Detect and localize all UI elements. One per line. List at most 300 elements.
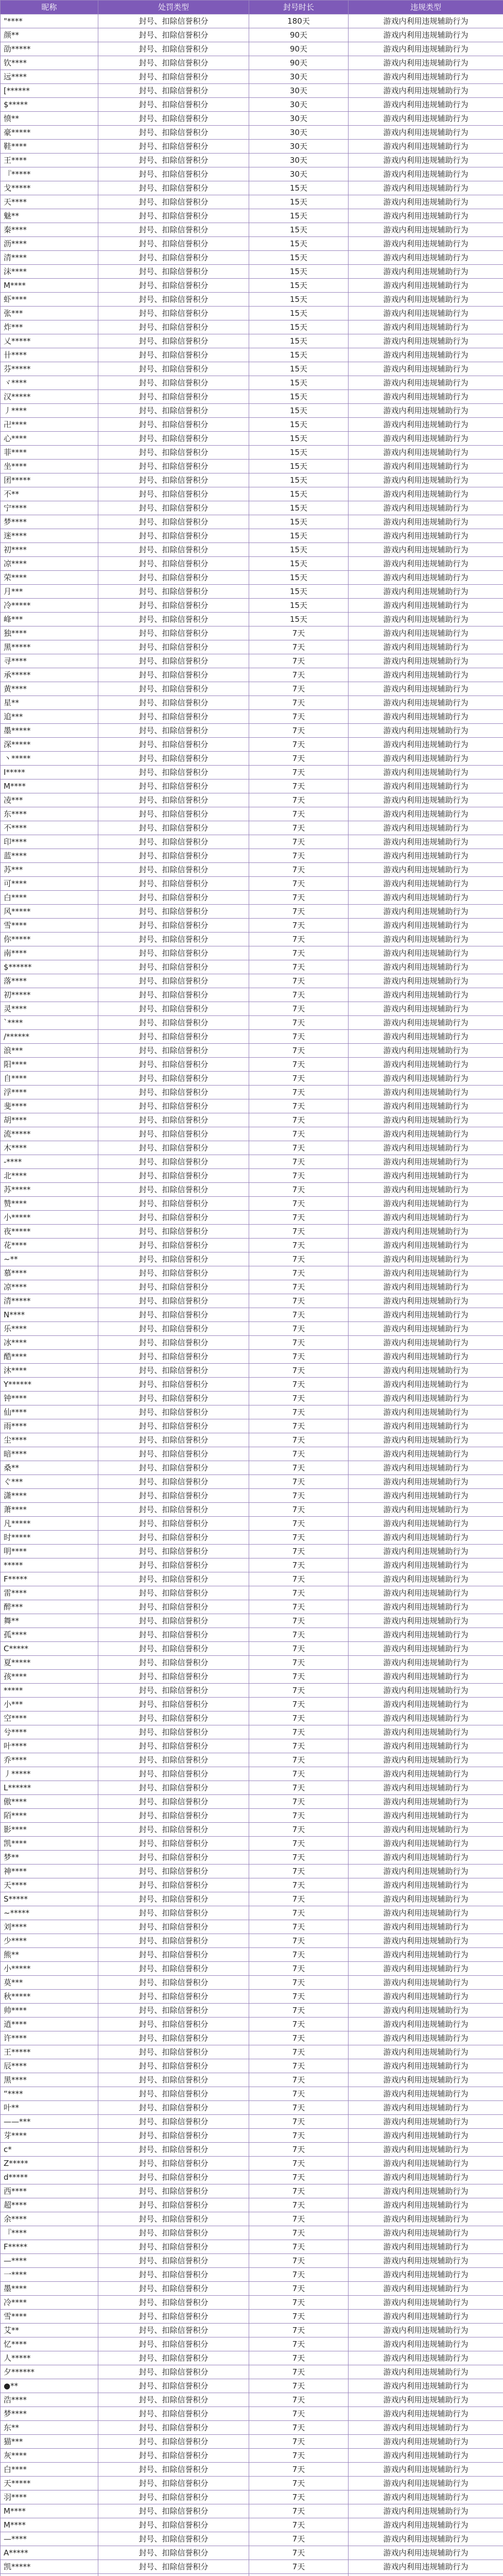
- table-row: [1, 112, 503, 126]
- cell-ban-duration: 7天: [249, 2477, 349, 2490]
- table-row: [1, 307, 503, 320]
- cell-ban-duration: 15天: [249, 348, 349, 362]
- cell-nickname: F*****: [1, 1572, 98, 1586]
- cell-penalty-type: 封号、扣除信誉积分: [98, 501, 249, 515]
- cell-penalty-type: 封号、扣除信誉积分: [98, 1906, 249, 1920]
- cell-violation-type: 游戏内利用违规辅助行为: [349, 154, 503, 167]
- cell-nickname: 乐****: [1, 1322, 98, 1336]
- table-row: [1, 571, 503, 585]
- cell-violation-type: 游戏内利用违规辅助行为: [349, 2254, 503, 2268]
- cell-penalty-type: 封号、扣除信誉积分: [98, 2490, 249, 2504]
- table-row: [1, 84, 503, 98]
- cell-penalty-type: 封号、扣除信誉积分: [98, 2449, 249, 2463]
- cell-nickname: 木****: [1, 1141, 98, 1155]
- cell-penalty-type: 封号、扣除信誉积分: [98, 98, 249, 112]
- cell-ban-duration: 7天: [249, 1433, 349, 1447]
- cell-penalty-type: 封号、扣除信誉积分: [98, 2240, 249, 2254]
- table-row: [1, 849, 503, 863]
- cell-penalty-type: 封号、扣除信誉积分: [98, 1865, 249, 1878]
- cell-penalty-type: 封号、扣除信誉积分: [98, 1698, 249, 1711]
- table-row: [1, 515, 503, 529]
- cell-nickname: 墨*****: [1, 724, 98, 738]
- cell-ban-duration: 7天: [249, 2101, 349, 2115]
- cell-ban-duration: 15天: [249, 195, 349, 209]
- cell-nickname: 芽****: [1, 2129, 98, 2143]
- cell-violation-type: 游戏内利用违规辅助行为: [349, 1086, 503, 1099]
- cell-nickname: 胡****: [1, 1113, 98, 1127]
- cell-nickname: 醉***: [1, 1600, 98, 1614]
- table-row: [1, 2143, 503, 2157]
- table-row: [1, 1851, 503, 1865]
- cell-violation-type: 游戏内利用违规辅助行为: [349, 2045, 503, 2059]
- cell-penalty-type: 封号、扣除信誉积分: [98, 863, 249, 877]
- cell-ban-duration: 15天: [249, 334, 349, 348]
- cell-penalty-type: 封号、扣除信誉积分: [98, 2324, 249, 2337]
- cell-nickname: -****: [1, 1155, 98, 1169]
- cell-penalty-type: 封号、扣除信誉积分: [98, 1795, 249, 1809]
- cell-nickname: 荣****: [1, 571, 98, 585]
- cell-nickname: 月***: [1, 585, 98, 599]
- cell-violation-type: 游戏内利用违规辅助行为: [349, 2449, 503, 2463]
- cell-nickname: 浮****: [1, 1086, 98, 1099]
- cell-ban-duration: 7天: [249, 2031, 349, 2045]
- table-row: [1, 2421, 503, 2435]
- cell-violation-type: 游戏内利用违规辅助行为: [349, 1183, 503, 1197]
- cell-ban-duration: 7天: [249, 2490, 349, 2504]
- table-row: [1, 501, 503, 515]
- table-row: [1, 195, 503, 209]
- table-row: [1, 237, 503, 251]
- cell-ban-duration: 7天: [249, 1767, 349, 1781]
- cell-violation-type: 游戏内利用违规辅助行为: [349, 1127, 503, 1141]
- table-row: [1, 974, 503, 988]
- cell-penalty-type: 封号、扣除信誉积分: [98, 1837, 249, 1851]
- cell-penalty-type: 封号、扣除信誉积分: [98, 279, 249, 293]
- cell-ban-duration: 7天: [249, 1572, 349, 1586]
- table-row: [1, 919, 503, 933]
- cell-penalty-type: 封号、扣除信誉积分: [98, 2407, 249, 2421]
- cell-ban-duration: 30天: [249, 70, 349, 84]
- table-row: [1, 432, 503, 446]
- table-row: [1, 2254, 503, 2268]
- table-row: [1, 1781, 503, 1795]
- cell-ban-duration: 7天: [249, 724, 349, 738]
- table-row: [1, 2435, 503, 2449]
- table-row: [1, 1350, 503, 1364]
- cell-violation-type: 游戏内利用违规辅助行为: [349, 1572, 503, 1586]
- cell-penalty-type: 封号、扣除信誉积分: [98, 1572, 249, 1586]
- cell-ban-duration: 7天: [249, 2546, 349, 2560]
- cell-nickname: 王****: [1, 154, 98, 167]
- cell-violation-type: 游戏内利用违规辅助行为: [349, 1489, 503, 1503]
- cell-penalty-type: 封号、扣除信誉积分: [98, 1753, 249, 1767]
- cell-violation-type: 游戏内利用违规辅助行为: [349, 2337, 503, 2351]
- cell-violation-type: 游戏内利用违规辅助行为: [349, 1280, 503, 1294]
- cell-ban-duration: 15天: [249, 487, 349, 501]
- table-row: [1, 2226, 503, 2240]
- table-row: [1, 2268, 503, 2282]
- cell-penalty-type: 封号、扣除信誉积分: [98, 1392, 249, 1405]
- cell-ban-duration: 7天: [249, 1030, 349, 1044]
- cell-nickname: 墨****: [1, 2282, 98, 2296]
- cell-ban-duration: 7天: [249, 1350, 349, 1364]
- cell-ban-duration: 7天: [249, 2018, 349, 2031]
- cell-nickname: 苏***: [1, 863, 98, 877]
- cell-violation-type: 游戏内利用违规辅助行为: [349, 1531, 503, 1545]
- cell-violation-type: 游戏内利用违规辅助行为: [349, 1016, 503, 1030]
- cell-violation-type: 游戏内利用违规辅助行为: [349, 1684, 503, 1698]
- cell-violation-type: 游戏内利用违规辅助行为: [349, 1225, 503, 1239]
- cell-penalty-type: 封号、扣除信誉积分: [98, 1141, 249, 1155]
- cell-ban-duration: 7天: [249, 1155, 349, 1169]
- cell-nickname: I*****: [1, 766, 98, 779]
- cell-penalty-type: 封号、扣除信誉积分: [98, 320, 249, 334]
- cell-violation-type: 游戏内利用违规辅助行为: [349, 1419, 503, 1433]
- cell-violation-type: 游戏内利用违规辅助行为: [349, 362, 503, 376]
- cell-penalty-type: 封号、扣除信誉积分: [98, 654, 249, 668]
- cell-nickname: 灵****: [1, 1002, 98, 1016]
- table-row: [1, 599, 503, 613]
- cell-violation-type: 游戏内利用违规辅助行为: [349, 1461, 503, 1475]
- cell-nickname: ヾ****: [1, 376, 98, 390]
- cell-ban-duration: 7天: [249, 2184, 349, 2198]
- cell-ban-duration: 90天: [249, 56, 349, 70]
- cell-ban-duration: 7天: [249, 2435, 349, 2449]
- cell-violation-type: 游戏内利用违规辅助行为: [349, 2184, 503, 2198]
- cell-ban-duration: 7天: [249, 1698, 349, 1711]
- cell-nickname: 一****: [1, 2268, 98, 2282]
- cell-nickname: 梦****: [1, 515, 98, 529]
- cell-penalty-type: 封号、扣除信誉积分: [98, 1378, 249, 1392]
- cell-ban-duration: 7天: [249, 2282, 349, 2296]
- cell-penalty-type: 封号、扣除信誉积分: [98, 933, 249, 946]
- cell-nickname: 戈*****: [1, 181, 98, 195]
- cell-nickname: 孩****: [1, 1670, 98, 1684]
- cell-ban-duration: 15天: [249, 293, 349, 307]
- cell-nickname: 兮****: [1, 1725, 98, 1739]
- cell-penalty-type: 封号、扣除信誉积分: [98, 1044, 249, 1058]
- cell-nickname: 虾****: [1, 293, 98, 307]
- table-row: [1, 1322, 503, 1336]
- cell-nickname: 峰***: [1, 613, 98, 626]
- cell-penalty-type: 封号、扣除信誉积分: [98, 418, 249, 432]
- table-row: [1, 2407, 503, 2421]
- cell-penalty-type: 封号、扣除信誉积分: [98, 362, 249, 376]
- cell-violation-type: 游戏内利用违规辅助行为: [349, 1906, 503, 1920]
- cell-penalty-type: 封号、扣除信誉积分: [98, 946, 249, 960]
- cell-ban-duration: 7天: [249, 1197, 349, 1211]
- table-row: [1, 2324, 503, 2337]
- cell-violation-type: 游戏内利用违规辅助行为: [349, 2059, 503, 2073]
- cell-nickname: —****: [1, 2532, 98, 2546]
- cell-ban-duration: 7天: [249, 2157, 349, 2171]
- cell-nickname: 秋*****: [1, 1990, 98, 2004]
- cell-violation-type: 游戏内利用违规辅助行为: [349, 1739, 503, 1753]
- cell-nickname: 雪****: [1, 2310, 98, 2324]
- table-row: [1, 1155, 503, 1169]
- cell-nickname: 钟****: [1, 1392, 98, 1405]
- cell-violation-type: 游戏内利用违规辅助行为: [349, 2463, 503, 2477]
- cell-ban-duration: 30天: [249, 154, 349, 167]
- cell-nickname: 炸***: [1, 320, 98, 334]
- table-row: [1, 1072, 503, 1086]
- cell-violation-type: 游戏内利用违规辅助行为: [349, 112, 503, 126]
- cell-ban-duration: 7天: [249, 1545, 349, 1558]
- table-row: [1, 863, 503, 877]
- cell-nickname: 星**: [1, 696, 98, 710]
- cell-ban-duration: 7天: [249, 696, 349, 710]
- cell-penalty-type: 封号、扣除信誉积分: [98, 1823, 249, 1837]
- table-row: [1, 1558, 503, 1572]
- cell-nickname: `****: [1, 1016, 98, 1030]
- cell-violation-type: 游戏内利用违规辅助行为: [349, 2282, 503, 2296]
- cell-ban-duration: 7天: [249, 863, 349, 877]
- cell-ban-duration: 15天: [249, 473, 349, 487]
- cell-penalty-type: 封号、扣除信誉积分: [98, 112, 249, 126]
- cell-violation-type: 游戏内利用违规辅助行为: [349, 404, 503, 418]
- cell-violation-type: 游戏内利用违规辅助行为: [349, 1211, 503, 1225]
- cell-ban-duration: 7天: [249, 1058, 349, 1072]
- cell-violation-type: 游戏内利用违规辅助行为: [349, 1767, 503, 1781]
- cell-ban-duration: 7天: [249, 2407, 349, 2421]
- cell-violation-type: 游戏内利用违规辅助行为: [349, 1865, 503, 1878]
- table-row: [1, 1169, 503, 1183]
- cell-nickname: 颜**: [1, 28, 98, 42]
- cell-penalty-type: 封号、扣除信誉积分: [98, 585, 249, 599]
- cell-ban-duration: 7天: [249, 1753, 349, 1767]
- cell-penalty-type: 封号、扣除信誉积分: [98, 1878, 249, 1892]
- cell-violation-type: 游戏内利用违规辅助行为: [349, 613, 503, 626]
- header-nickname: 昵称: [1, 1, 98, 14]
- cell-violation-type: 游戏内利用违规辅助行为: [349, 1823, 503, 1837]
- cell-violation-type: 游戏内利用违规辅助行为: [349, 181, 503, 195]
- table-row: [1, 738, 503, 752]
- cell-nickname: 团*****: [1, 473, 98, 487]
- cell-violation-type: 游戏内利用违规辅助行为: [349, 710, 503, 724]
- table-row: [1, 1239, 503, 1252]
- cell-ban-duration: 7天: [249, 2532, 349, 2546]
- table-row: [1, 946, 503, 960]
- cell-ban-duration: 7天: [249, 2296, 349, 2310]
- cell-violation-type: 游戏内利用违规辅助行为: [349, 1002, 503, 1016]
- cell-violation-type: 游戏内利用违规辅助行为: [349, 126, 503, 140]
- cell-nickname: 刘****: [1, 1920, 98, 1934]
- cell-penalty-type: 封号、扣除信誉积分: [98, 2463, 249, 2477]
- cell-penalty-type: 封号、扣除信誉积分: [98, 1099, 249, 1113]
- table-row: [1, 2184, 503, 2198]
- cell-penalty-type: 封号、扣除信誉积分: [98, 1628, 249, 1642]
- table-row: [1, 613, 503, 626]
- cell-nickname: $*****: [1, 98, 98, 112]
- cell-penalty-type: 封号、扣除信誉积分: [98, 515, 249, 529]
- table-row: [1, 2101, 503, 2115]
- cell-violation-type: 游戏内利用违规辅助行为: [349, 432, 503, 446]
- cell-nickname: M****: [1, 2518, 98, 2532]
- cell-nickname: 魅**: [1, 209, 98, 223]
- cell-ban-duration: 7天: [249, 1976, 349, 1990]
- cell-nickname: [1, 2574, 98, 2576]
- cell-penalty-type: 封号、扣除信誉积分: [98, 56, 249, 70]
- cell-penalty-type: 封号、扣除信誉积分: [98, 1030, 249, 1044]
- cell-violation-type: 游戏内利用违规辅助行为: [349, 473, 503, 487]
- table-row: [1, 779, 503, 793]
- cell-violation-type: 游戏内利用违规辅助行为: [349, 2073, 503, 2087]
- cell-violation-type: 游戏内利用违规辅助行为: [349, 891, 503, 905]
- cell-ban-duration: 15天: [249, 265, 349, 279]
- cell-penalty-type: 封号、扣除信誉积分: [98, 835, 249, 849]
- cell-ban-duration: 7天: [249, 1183, 349, 1197]
- cell-violation-type: 游戏内利用违规辅助行为: [349, 779, 503, 793]
- table-row: [1, 1405, 503, 1419]
- cell-violation-type: 游戏内利用违规辅助行为: [349, 1976, 503, 1990]
- cell-nickname: 『****: [1, 2226, 98, 2240]
- table-row: [1, 1517, 503, 1531]
- cell-penalty-type: 封号、扣除信誉积分: [98, 223, 249, 237]
- cell-violation-type: 游戏内利用违规辅助行为: [349, 1628, 503, 1642]
- cell-nickname: 慕****: [1, 1266, 98, 1280]
- table-row: [1, 2532, 503, 2546]
- cell-nickname: 丿*****: [1, 1767, 98, 1781]
- cell-ban-duration: 7天: [249, 1475, 349, 1489]
- cell-ban-duration: 7天: [249, 1322, 349, 1336]
- cell-nickname: 愤**: [1, 112, 98, 126]
- table-row: [1, 1948, 503, 1962]
- cell-nickname: 小*****: [1, 1211, 98, 1225]
- cell-nickname: 尘****: [1, 1433, 98, 1447]
- cell-penalty-type: 封号、扣除信誉积分: [98, 376, 249, 390]
- cell-ban-duration: 7天: [249, 2504, 349, 2518]
- cell-ban-duration: 15天: [249, 307, 349, 320]
- table-row: [1, 2449, 503, 2463]
- cell-ban-duration: 15天: [249, 362, 349, 376]
- cell-nickname: 雷****: [1, 1586, 98, 1600]
- table-row: [1, 1600, 503, 1614]
- table-row: [1, 2212, 503, 2226]
- cell-ban-duration: 30天: [249, 112, 349, 126]
- cell-ban-duration: 7天: [249, 2045, 349, 2059]
- cell-nickname: 舞**: [1, 1614, 98, 1628]
- cell-ban-duration: 7天: [249, 807, 349, 821]
- cell-ban-duration: 7天: [249, 919, 349, 933]
- cell-ban-duration: 7天: [249, 1809, 349, 1823]
- table-row: [1, 1531, 503, 1545]
- cell-nickname: 张***: [1, 307, 98, 320]
- cell-ban-duration: 15天: [249, 613, 349, 626]
- cell-violation-type: 游戏内利用违规辅助行为: [349, 223, 503, 237]
- cell-penalty-type: 封号、扣除信誉积分: [98, 2379, 249, 2393]
- cell-ban-duration: 7天: [249, 1531, 349, 1545]
- cell-penalty-type: 封号、扣除信誉积分: [98, 1600, 249, 1614]
- cell-penalty-type: 封号、扣除信誉积分: [98, 696, 249, 710]
- table-row: [1, 988, 503, 1002]
- cell-ban-duration: 15天: [249, 223, 349, 237]
- cell-penalty-type: 封号、扣除信誉积分: [98, 1614, 249, 1628]
- table-row: [1, 1433, 503, 1447]
- cell-nickname: M****: [1, 279, 98, 293]
- cell-nickname: 酷****: [1, 1350, 98, 1364]
- cell-penalty-type: 封号、扣除信誉积分: [98, 2031, 249, 2045]
- cell-nickname: 劭*****: [1, 42, 98, 56]
- cell-ban-duration: 7天: [249, 1086, 349, 1099]
- cell-nickname: 印****: [1, 835, 98, 849]
- cell-ban-duration: 7天: [249, 1141, 349, 1155]
- table-row: [1, 404, 503, 418]
- cell-violation-type: 游戏内利用违规辅助行为: [349, 1781, 503, 1795]
- cell-violation-type: 游戏内利用违规辅助行为: [349, 1753, 503, 1767]
- cell-penalty-type: 封号、扣除信誉积分: [98, 84, 249, 98]
- cell-penalty-type: 封号、扣除信誉积分: [98, 849, 249, 863]
- cell-violation-type: 游戏内利用违规辅助行为: [349, 1586, 503, 1600]
- cell-violation-type: 游戏内利用违规辅助行为: [349, 1044, 503, 1058]
- table-row: [1, 1225, 503, 1239]
- cell-violation-type: 游戏内利用违规辅助行为: [349, 2310, 503, 2324]
- cell-violation-type: 游戏内利用违规辅助行为: [349, 84, 503, 98]
- header-ban-duration: 封号时长: [249, 1, 349, 14]
- cell-violation-type: 游戏内利用违规辅助行为: [349, 1920, 503, 1934]
- cell-penalty-type: 封号、扣除信誉积分: [98, 473, 249, 487]
- cell-penalty-type: 封号、扣除信誉积分: [98, 1586, 249, 1600]
- cell-ban-duration: 7天: [249, 1113, 349, 1127]
- cell-ban-duration: 15天: [249, 237, 349, 251]
- cell-violation-type: 游戏内利用违规辅助行为: [349, 307, 503, 320]
- cell-penalty-type: 封号、扣除信誉积分: [98, 1183, 249, 1197]
- table-row: [1, 70, 503, 84]
- table-row: [1, 1308, 503, 1322]
- cell-penalty-type: 封号、扣除信誉积分: [98, 1517, 249, 1531]
- cell-nickname: 夜*****: [1, 1225, 98, 1239]
- table-row: [1, 1127, 503, 1141]
- cell-ban-duration: 7天: [249, 1906, 349, 1920]
- cell-violation-type: 游戏内利用违规辅助行为: [349, 1141, 503, 1155]
- cell-penalty-type: 封号、扣除信誉积分: [98, 1711, 249, 1725]
- cell-penalty-type: 封号、扣除信誉积分: [98, 2421, 249, 2435]
- cell-ban-duration: 7天: [249, 821, 349, 835]
- cell-nickname: M****: [1, 779, 98, 793]
- cell-violation-type: 游戏内利用违规辅助行为: [349, 1892, 503, 1906]
- cell-penalty-type: 封号、扣除信誉积分: [98, 487, 249, 501]
- cell-penalty-type: 封号、扣除信誉积分: [98, 682, 249, 696]
- cell-violation-type: 游戏内利用违规辅助行为: [349, 195, 503, 209]
- cell-nickname: 鞋****: [1, 140, 98, 154]
- cell-penalty-type: 封号、扣除信誉积分: [98, 181, 249, 195]
- cell-nickname: 清*****: [1, 1294, 98, 1308]
- table-row: [1, 1837, 503, 1851]
- cell-violation-type: 游戏内利用违规辅助行为: [349, 2143, 503, 2157]
- cell-penalty-type: 封号、扣除信誉积分: [98, 626, 249, 640]
- cell-nickname: 猫***: [1, 2435, 98, 2449]
- cell-ban-duration: 7天: [249, 2087, 349, 2101]
- cell-ban-duration: 15天: [249, 404, 349, 418]
- cell-nickname: 余****: [1, 2212, 98, 2226]
- cell-ban-duration: 7天: [249, 1878, 349, 1892]
- cell-penalty-type: 封号、扣除信誉积分: [98, 2393, 249, 2407]
- cell-violation-type: 游戏内利用违规辅助行为: [349, 2129, 503, 2143]
- cell-nickname: ぐ***: [1, 1475, 98, 1489]
- cell-ban-duration: 7天: [249, 2226, 349, 2240]
- cell-nickname: 凉****: [1, 557, 98, 571]
- cell-violation-type: 游戏内利用违规辅助行为: [349, 70, 503, 84]
- table-row: [1, 682, 503, 696]
- cell-violation-type: 游戏内利用违规辅助行为: [349, 28, 503, 42]
- cell-ban-duration: 7天: [249, 1266, 349, 1280]
- cell-ban-duration: 7天: [249, 1016, 349, 1030]
- cell-nickname: 潇****: [1, 1489, 98, 1503]
- cell-ban-duration: 7天: [249, 1252, 349, 1266]
- cell-violation-type: 游戏内利用违规辅助行为: [349, 599, 503, 613]
- cell-violation-type: 游戏内利用违规辅助行为: [349, 1239, 503, 1252]
- cell-violation-type: 游戏内利用违规辅助行为: [349, 1336, 503, 1350]
- cell-ban-duration: 7天: [249, 2198, 349, 2212]
